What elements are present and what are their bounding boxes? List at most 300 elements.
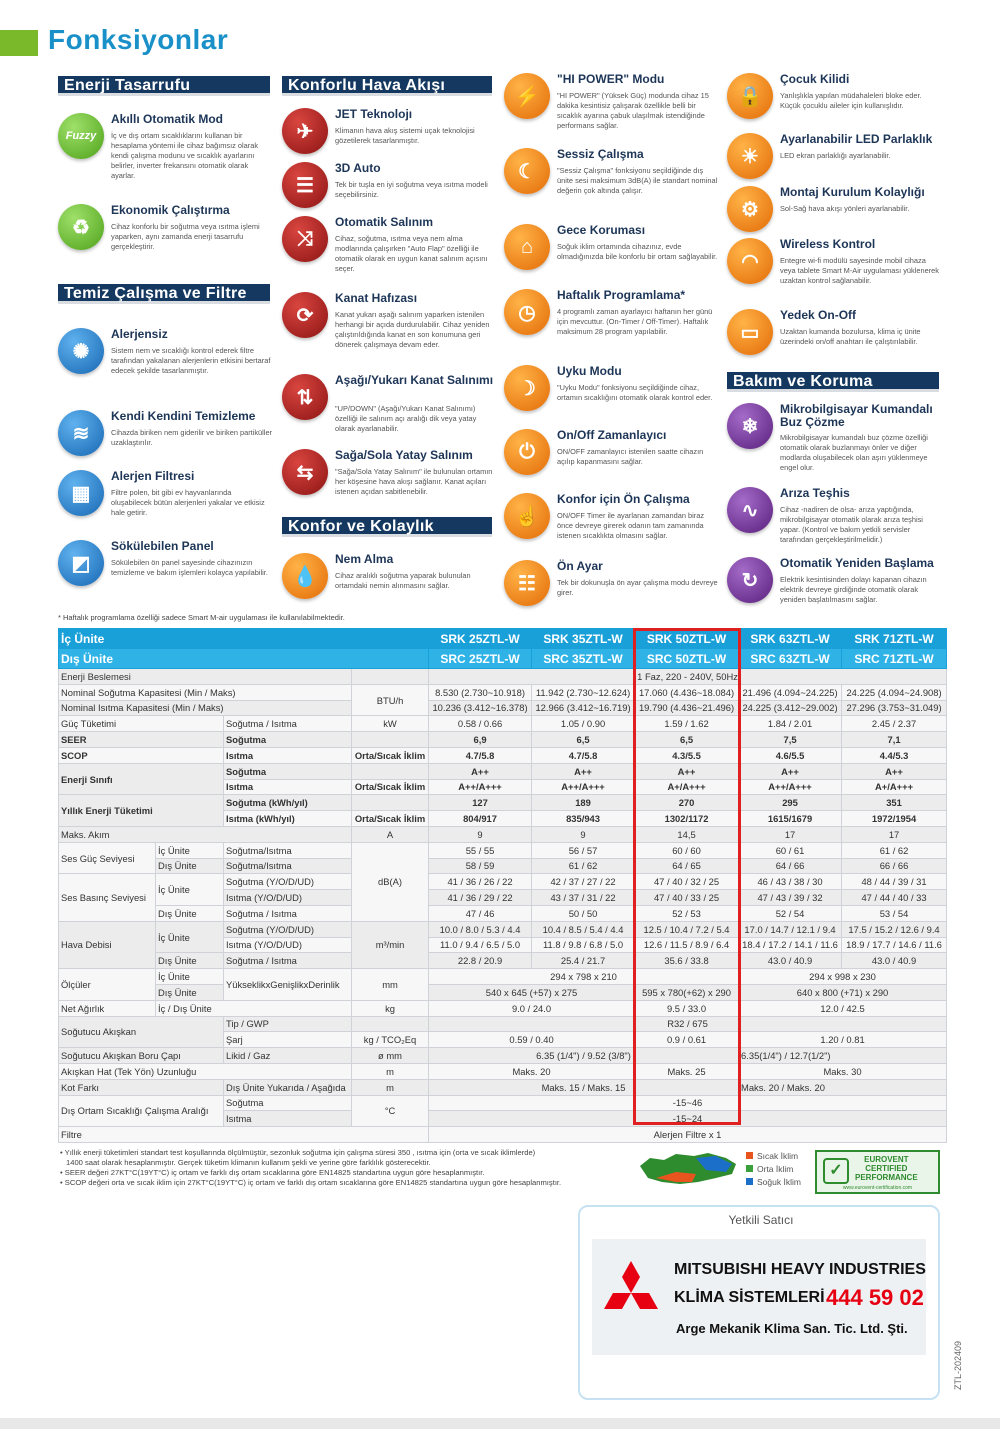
feature-title: Kanat Hafızası [335,291,418,305]
cell: 4.4/5.3 [842,747,947,763]
table-row [59,1000,947,1016]
dealer-brand: MITSUBISHI HEAVY INDUSTRIES [674,1261,926,1278]
cell: 10.4 / 8.5 / 5.4 / 4.4 [532,921,635,937]
cell: 61 / 62 [532,858,635,874]
unit-cell: Orta/Sıcak İklim [352,779,429,795]
cell: 17.5 / 15.2 / 12.6 / 9.4 [842,921,947,937]
cell: 12.6 / 11.5 / 8.9 / 6.4 [635,937,739,953]
row-label: Nominal Soğutma Kapasitesi (Min / Maks) [59,684,352,700]
cell: 1615/1679 [739,811,842,827]
sub-label: Isıtma (Y/O/D/UD) [224,937,352,953]
feature-desc: Uzaktan kumanda bozulursa, klima iç ünite üzerindeki on/off anahtarı ile çalıştırılabilir. [780,327,921,346]
cell: R32 / 675 [429,1016,947,1032]
feature-title: Haftalık Programlama* [557,288,686,302]
cell: 11.0 / 9.4 / 6.5 / 5.0 [429,937,532,953]
row-label: Yıllık Enerji Tüketimi [59,795,224,827]
model-cell: SRC 25ZTL-W [429,649,532,669]
sub-label: Soğutma / Isıtma [224,953,352,969]
feature-alerjenfiltre [58,470,273,530]
cell: -15~24 [429,1111,947,1127]
cell: 4.3/5.5 [635,747,739,763]
lock-icon: 🔒 [727,73,773,119]
feature-sokulebilen [58,540,273,600]
cell: 43.0 / 40.9 [842,953,947,969]
row-ic-unite [59,629,947,649]
sub-label: Likid / Gaz [224,1048,352,1064]
row-label: Ses Basınç Seviyesi [59,874,156,921]
feature-desc: Tek bir tuşla en iyi soğutma veya ısıtma modeli seçebilirsiniz. [335,180,488,199]
weekly-note: * Haftalık programlama özelliği sadece Smart M-air uygulaması ile kullanılabilmektedir. [58,613,345,622]
self-clean-icon: ≋ [58,410,104,456]
cell: 35.6 / 33.8 [635,953,739,969]
dis-unite-label: Dış Ünite [59,649,429,669]
drop-icon: 💧 [282,553,328,599]
eurovent-text: EUROVENT CERTIFIED PERFORMANCE [855,1155,918,1182]
section-header-konforlu: Konforlu Hava Akışı [282,76,492,96]
unit-cell: dB(A) [352,842,429,921]
table-row [59,732,947,748]
feature-title: Nem Alma [335,552,394,566]
row-label: Soğutucu Akışkan [59,1016,224,1048]
table-row [59,826,947,842]
hand-icon: ☝ [504,493,550,539]
cell: 43 / 37 / 31 / 22 [532,890,635,906]
cell: 19.790 (4.436~21.496) [635,700,739,716]
feature-title: Otomatik Salınım [335,215,434,229]
cell: 640 x 800 (+71) x 290 [739,984,947,1000]
row-label: Akışkan Hat (Tek Yön) Uzunluğu [59,1063,352,1079]
row-label: Filtre [59,1127,429,1143]
3d-auto-icon: ☰ [282,162,328,208]
cell: 4.7/5.8 [429,747,532,763]
preset-icon: ☷ [504,560,550,606]
eco-icon: ♻ [58,204,104,250]
unit-cell: m [352,1063,429,1079]
cell: 18.4 / 17.2 / 14.1 / 11.6 [739,937,842,953]
cell: 52 / 53 [635,905,739,921]
cell: 1.20 / 0.81 [739,1032,947,1048]
cell: 64 / 65 [635,858,739,874]
eurovent-url: www.eurovent-certification.com [842,1185,913,1191]
cell: 61 / 62 [842,842,947,858]
cell: 1.05 / 0.90 [532,716,635,732]
cell: 17 [739,826,842,842]
feature-otomatikyeniden [727,557,942,617]
cell: 351 [842,795,947,811]
cell: 42 / 37 / 27 / 22 [532,874,635,890]
feature-saga [282,449,497,509]
feature-sessiz [504,148,719,208]
cell: 8.530 (2.730~10.918) [429,684,532,700]
sub-label: Isıtma (Y/O/D/UD) [224,890,352,906]
feature-desc: 4 programlı zaman ayarlayıcı haftanın her günü için mevcuttur. (On-Timer / Off-Timer). Haftalık maksimum 28 program yapılabilir. [557,307,713,336]
feature-title: Ayarlanabilir LED Parlaklık [780,132,933,146]
turkey-climate-map [636,1148,740,1190]
sub-label: Soğutma / Isıtma [224,716,352,732]
feature-kendi [58,410,273,470]
dealer-phone: 444 59 02 [826,1285,924,1310]
feature-ariza [727,487,942,547]
climate-legend [746,1150,801,1189]
feature-desc: Cihaz, soğutma, ısıtma veya nem alma modlarında çalışırken "Auto Flap" özelliği ile otomatik olarak en uygun kanat salınım açısını seçer. [335,234,488,273]
cell: 17 [842,826,947,842]
cell: 835/943 [532,811,635,827]
cell: 6,5 [635,732,739,748]
model-cell: SRC 35ZTL-W [532,649,635,669]
feature-cocuk [727,73,942,133]
section-header-enerji: Enerji Tasarrufu [58,76,270,96]
cell: 64 / 66 [739,858,842,874]
led-icon: ☀ [727,133,773,179]
cell: 47 / 40 / 33 / 25 [635,890,739,906]
cell: 21.496 (4.094~24.225) [739,684,842,700]
row-label: Soğutucu Akışkan Boru Çapı [59,1048,224,1064]
section-header-kolaylik: Konfor ve Kolaylık [282,517,492,537]
feature-title: Sessiz Çalışma [557,147,644,161]
cell: 1302/1172 [635,811,739,827]
cell: 60 / 61 [739,842,842,858]
feature-desc: "Sağa/Sola Yatay Salınım" ile bulunulan ortamın her köşesine hava akışı sağlanır. Kanat açıları istenen açıdan sabitlenebilir. [335,467,493,496]
cell: 12.0 / 42.5 [739,1000,947,1016]
cell: 1 Faz, 220 - 240V, 50Hz [429,669,947,685]
sub-label: Soğutma [224,1095,352,1111]
table-row [59,1079,947,1095]
cell: 9.5 / 33.0 [635,1000,739,1016]
table-row [59,874,947,890]
filter-icon: ▦ [58,470,104,516]
feature-title: Arıza Teşhis [780,486,850,500]
table-row [59,1016,947,1032]
cell: 27.296 (3.753~31.049) [842,700,947,716]
legend-item: Sıcak İklim [746,1150,801,1163]
model-cell: SRK 71ZTL-W [842,629,947,649]
cell: A+/A+++ [635,779,739,795]
feature-konforon [504,493,719,553]
sub-label: Soğutma/Isıtma [224,842,352,858]
unit-cell: kW [352,716,429,732]
feature-title: Sağa/Sola Yatay Salınım [335,448,473,462]
unit-cell: ø mm [352,1048,429,1064]
row-label: Maks. Akım [59,826,352,842]
legend-item: Orta İklim [746,1163,801,1176]
cell: 0.59 / 0.40 [429,1032,635,1048]
dealer-line2: KLİMA SİSTEMLERİ [674,1289,825,1306]
feature-3d [282,162,497,222]
feature-desc: Filtre polen, bit gibi ev hayvanlarında oluşabilecek bütün alerjenleri yakalar ve etkisiz hale getirir. [111,488,265,517]
feature-desc: "Uyku Modu" fonksiyonu seçildiğinde cihaz, ortamın sıcaklığını otomatik olarak kontrol eder. [557,383,713,402]
cell: 17.0 / 14.7 / 12.1 / 9.4 [739,921,842,937]
sub-label: Tip / GWP [224,1016,352,1032]
feature-title: Otomatik Yeniden Başlama [780,556,934,570]
house-icon: ⌂ [504,224,550,270]
dealer-company: Arge Mekanik Klima San. Tic. Ltd. Şti. [676,1321,908,1336]
table-row [59,700,947,716]
sub-label: Soğutma/Isıtma [224,858,352,874]
sub-label: Dış Ünite Yukarıda / Aşağıda [224,1079,352,1095]
feature-onayar [504,560,719,620]
footnote: 1400 saat olarak hesaplanmıştır. Gerçek tüketim klimanın kullanım şekli ve yerine göre farklılık gösterecektir. [66,1158,431,1167]
cell: A++ [635,763,739,779]
footnote: • SCOP değeri orta ve sıcak iklim için 27KT°C(19YT°C) iç ortam ve farklı dış ortam sıcaklarına göre EN14825 standartına uygun göre hesaplanmıştır. [60,1178,562,1187]
table-row [59,795,947,811]
section-header-bakim: Bakım ve Koruma [727,372,939,392]
feature-desc: Sökülebilen ön panel sayesinde cihazınızın temizleme ve bakım işlemleri kolayca yapılabilir. [111,558,268,577]
cell: 24.225 (4.094~24.908) [842,684,947,700]
feature-title: JET Teknolojı [335,107,413,121]
sub-label: Soğutma [224,763,352,779]
section-header-temiz: Temiz Çalışma ve Filtre [58,284,270,304]
table-row [59,684,947,700]
table-row [59,763,947,779]
cell: 47 / 40 / 32 / 25 [635,874,739,890]
sub-label: Isıtma (kWh/yıl) [224,811,352,827]
cell: Maks. 20 [429,1063,635,1079]
cell: 10.236 (3.412~16.378) [429,700,532,716]
cell: 9.0 / 24.0 [429,1000,635,1016]
unit-cell: kg [352,1000,429,1016]
cell: 24.225 (3.412~29.002) [739,700,842,716]
unit-cell: m³/min [352,921,429,968]
cell: 58 / 59 [429,858,532,874]
feature-asagi [282,374,497,434]
feature-title: "HI POWER" Modu [557,72,665,86]
row-label: SCOP [59,747,224,763]
footnotes [60,1148,620,1188]
cell: 595 x 780(+62) x 290 [635,984,739,1000]
row-label: Ölçüler [59,969,156,1001]
cell: Maks. 30 [739,1063,947,1079]
feature-title: Aşağı/Yukarı Kanat Salınımı [335,373,494,387]
feature-title: Yedek On-Off [780,308,857,322]
feature-title: Ekonomik Çalıştırma [111,203,230,217]
cell: 56 / 57 [532,842,635,858]
feature-alerjensiz [58,328,273,388]
feature-desc: Soğuk iklim ortamında cihazınız, evde olmadığınızda bile konforlu bir ortam sağlayabilir. [557,242,718,261]
cell: A++ [532,763,635,779]
sub-label: Soğutma [224,732,352,748]
cell: 4.6/5.5 [739,747,842,763]
cell: A++/A+++ [739,779,842,795]
unit-cell: m [352,1079,429,1095]
cell: Maks. 15 / Maks. 15 [429,1079,739,1095]
mitsubishi-logo-icon [598,1261,664,1323]
install-icon: ⚙ [727,186,773,232]
dealer-box [578,1205,940,1400]
cell: 6,9 [429,732,532,748]
cell: 60 / 60 [635,842,739,858]
sub-label: Isıtma [224,747,352,763]
feature-title: Alerjensiz [111,327,168,341]
timer-icon: ⏻ [504,429,550,475]
cell: 41 / 36 / 26 / 22 [429,874,532,890]
feature-hipower [504,73,719,133]
cell: 189 [532,795,635,811]
cell: 7,1 [842,732,947,748]
feature-title: Kendi Kendini Temizleme [111,409,256,423]
model-cell: SRC 63ZTL-W [739,649,842,669]
cell: 18.9 / 17.7 / 14.6 / 11.6 [842,937,947,953]
cell: 12.5 / 10.4 / 7.2 / 5.4 [635,921,739,937]
jet-icon: ✈ [282,108,328,154]
unit-type: İç Ünite [156,969,224,985]
leftright-icon: ⇆ [282,449,328,495]
sub-label: Soğutma / Isıtma [224,905,352,921]
feature-desc: Sol-Sağ hava akışı yönleri ayarlanabilir. [780,204,910,213]
cell: 46 / 43 / 38 / 30 [739,874,842,890]
cell: 0.58 / 0.66 [429,716,532,732]
page-title: Fonksiyonlar [48,24,229,55]
row-label: Ses Güç Seviyesi [59,842,156,874]
feature-desc: Entegre wi-fi modülü sayesinde mobil cihaza veya tablete Smart M-Air uygulaması yüklenerek uzaktan kontrol sağlanabilir. [780,256,939,285]
cell: 7,5 [739,732,842,748]
feature-jet [282,108,497,168]
feature-ekonomik [58,204,273,264]
highlight-box [633,628,741,1125]
cell: 10.0 / 8.0 / 5.3 / 4.4 [429,921,532,937]
cell: 270 [635,795,739,811]
table-row [59,858,947,874]
sub-label: İç / Dış Ünite [156,1000,352,1016]
cell: Maks. 20 / Maks. 20 [739,1079,947,1095]
unit-cell: A [352,826,429,842]
cell: -15~46 [429,1095,947,1111]
feature-desc: Elektrik kesintisinden dolayı kapanan cihazın elektrik devreye girdiğinde otomatik olarak yeniden başlatılmasını sağlar. [780,575,927,604]
model-cell: SRK 63ZTL-W [739,629,842,649]
unit-cell: mm [352,969,429,1001]
feature-kanat [282,292,497,352]
cell: 52 / 54 [739,905,842,921]
cell: 11.942 (2.730~12.624) [532,684,635,700]
cell: 1.84 / 2.01 [739,716,842,732]
row-label: Enerji Beslemesi [59,669,352,685]
sub-label: Soğutma (Y/O/D/UD) [224,874,352,890]
cell: 0.9 / 0.61 [635,1032,739,1048]
dealer-card [592,1239,926,1355]
cell: 1.59 / 1.62 [635,716,739,732]
table-row [59,1048,947,1064]
cell: 17.060 (4.436~18.084) [635,684,739,700]
feature-desc: Cihaz konforlu bir soğutma veya ısıtma işlemi yaparken, aynı zamanda enerji tasarrufu gerçekleştirir. [111,222,260,251]
feature-desc: Sistem nem ve sıcaklığı kontrol ederek filtre tarafından yakalanan alerjenlerin etkisini bertaraf edecek şekilde tasarlanmıştır. [111,346,271,375]
model-cell: SRC 71ZTL-W [842,649,947,669]
cell: 47 / 46 [429,905,532,921]
feature-uyku [504,365,719,425]
cell: 127 [429,795,532,811]
row-label: Dış Ortam Sıcaklığı Çalışma Aralığı [59,1095,224,1127]
fuzzy-icon: Fuzzy [58,113,104,159]
sub-label: Isıtma [224,1111,352,1127]
cell: 6.35 (1/4") / 9.52 (3/8") [429,1048,739,1064]
cell: 294 x 998 x 230 [739,969,947,985]
row-label: Hava Debisi [59,921,156,968]
feature-title: Sökülebilen Panel [111,539,214,553]
feature-desc: Cihazda biriken nem giderilir ve biriken partiküller uzaklaştırılır. [111,428,273,447]
backup-icon: ▭ [727,309,773,355]
feature-desc: İç ve dış ortam sıcaklıklarını kullanan bir hesaplama yöntemi ile cihaz bağımsız olarak kendi çalışma modunu ve sıcaklık ayarlarını belirler, inverter frekansını otomatik olarak ayarlar. [111,131,259,180]
feature-desc: Yanlışlıkla yapılan müdahaleleri bloke eder. Küçük çocuklu aileler için kullanışlıdır. [780,91,922,110]
sub-label: YükseklikxGenişlikxDerinlik [224,969,352,1001]
feature-title: Ön Ayar [557,559,603,573]
feature-title: 3D Auto [335,161,381,175]
feature-desc: LED ekran parlaklığı ayarlanabilir. [780,151,891,160]
footnote: • Yıllık enerji tüketimleri standart test koşullarında ölçülmüştür, sezonluk soğutma için çalışma süresi 350 , ısıtma için (orta ve sıcak iklimlerde) [60,1148,536,1157]
row-dis-unite [59,649,947,669]
cell: 47 / 44 / 40 / 33 [842,890,947,906]
cell: 14,5 [635,826,739,842]
cell: 9 [429,826,532,842]
moon-icon: ☾ [504,148,550,194]
table-row [59,953,947,969]
unit-type: Dış Ünite [156,953,224,969]
unit-cell: kg / TCO₂Eq [352,1032,429,1048]
cell: 43.0 / 40.9 [739,953,842,969]
cell: 804/917 [429,811,532,827]
cell: 295 [739,795,842,811]
feature-yedek [727,309,942,369]
unit-cell: BTU/h [352,684,429,716]
cell: 47 / 43 / 39 / 32 [739,890,842,906]
eurovent-logo [815,1150,940,1194]
table-row [59,1063,947,1079]
cell: A+/A+++ [842,779,947,795]
sub-label: Isıtma [224,779,352,795]
unit-type: Dış Ünite [156,984,224,1000]
updown-icon: ⇅ [282,374,328,420]
row-label: Nominal Isıtma Kapasitesi (Min / Maks) [59,700,352,716]
diagnosis-icon: ∿ [727,487,773,533]
table-row [59,921,947,937]
cell: A++ [842,763,947,779]
feature-desc: ON/OFF zamanlayıcı istenilen saatte cihazın açılıp kapanmasını sağlar. [557,447,704,466]
swing-icon: ⤨ [282,216,328,262]
feature-title: Konfor için Ön Çalışma [557,492,690,506]
allergen-icon: ✺ [58,328,104,374]
cell: 66 / 66 [842,858,947,874]
feature-gece [504,224,719,284]
unit-type: Dış Ünite [156,905,224,921]
unit-type: İç Ünite [156,842,224,858]
unit-type: Dış Ünite [156,858,224,874]
model-cell: SRK 35ZTL-W [532,629,635,649]
cell: 50 / 50 [532,905,635,921]
power-icon: ⚡ [504,73,550,119]
feature-title: Mikrobilgisayar Kumandalı Buz Çözme [780,402,933,429]
cell: 41 / 36 / 29 / 22 [429,890,532,906]
defrost-icon: ❄ [727,403,773,449]
table-row [59,669,947,685]
wifi-icon: ◠ [727,238,773,284]
spec-table [58,628,947,1143]
row-label: Enerji Sınıfı [59,763,224,795]
unit-type: İç Ünite [156,874,224,906]
feature-title: On/Off Zamanlayıcı [557,428,667,442]
cell: 55 / 55 [429,842,532,858]
unit-cell: Orta/Sıcak İklim [352,811,429,827]
feature-haftalik [504,289,719,349]
cell: 6.35(1/4") / 12.7(1/2") [739,1048,947,1064]
table-row [59,969,947,985]
cell: 25.4 / 21.7 [532,953,635,969]
panel-icon: ◩ [58,540,104,586]
table-row [59,905,947,921]
cell: A++ [429,763,532,779]
row-label: Güç Tüketimi [59,716,224,732]
feature-title: Gece Koruması [557,223,646,237]
legend-item: Soğuk İklim [746,1176,801,1189]
sub-label: Soğutma (kWh/yıl) [224,795,352,811]
feature-title: Çocuk Kilidi [780,72,850,86]
footnote: • SEER değeri 27KT°C(19YT°C) iç ortam ve farklı dış ortam sıcaklarına göre EN14825 standartına uygun göre hesaplanmıştır. [60,1168,485,1177]
